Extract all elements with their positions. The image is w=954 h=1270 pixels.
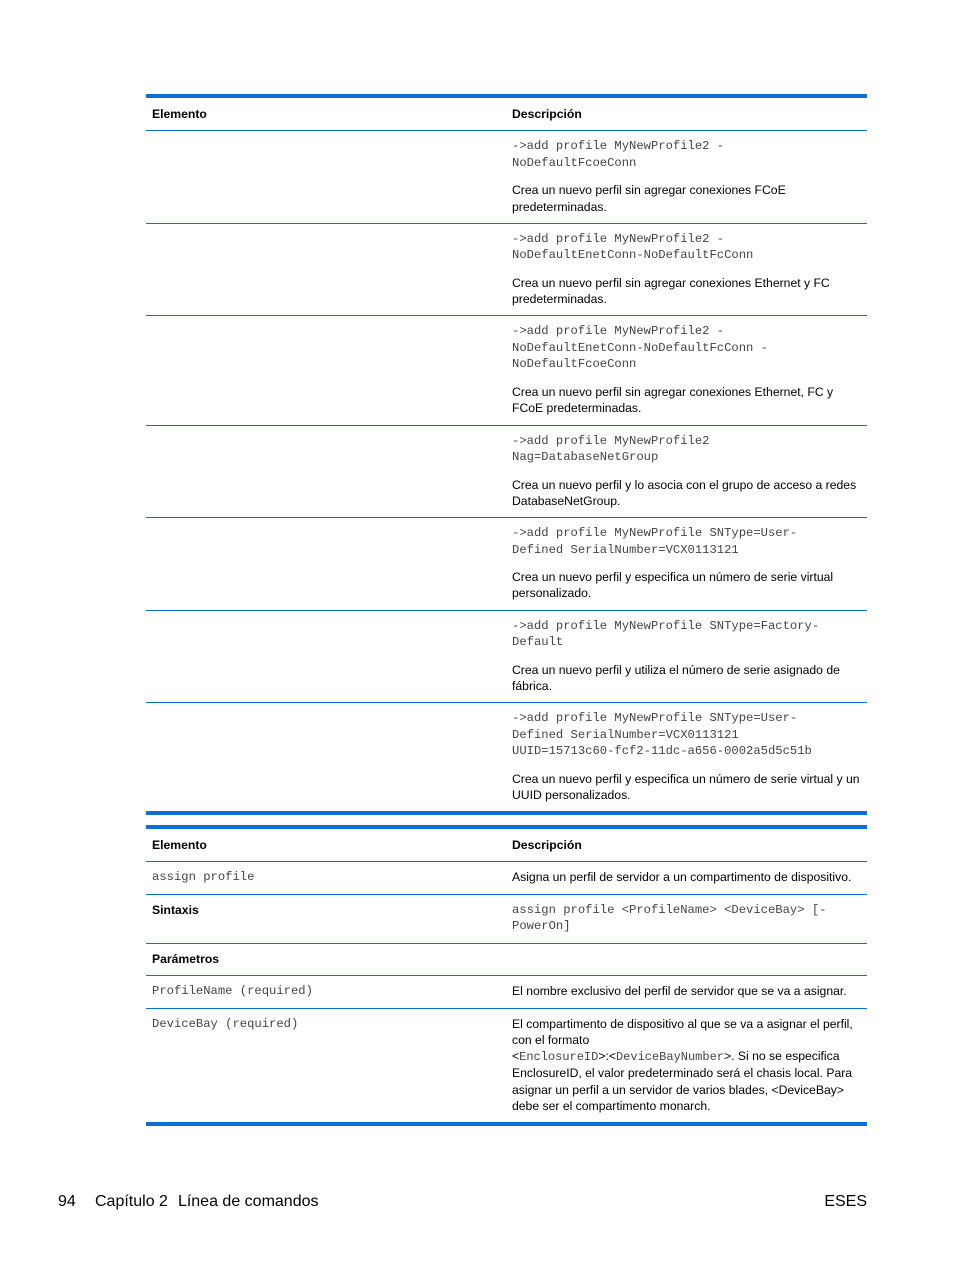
table-row	[146, 976, 867, 1009]
header-descripcion: Descripción	[506, 827, 867, 862]
header-descripcion: Descripción	[506, 96, 867, 131]
chapter-label: Capítulo 2	[95, 1193, 168, 1210]
assign-profile-table	[146, 825, 867, 1126]
syntax-value: assign profile <ProfileName> <DeviceBay> [- PowerOn]	[512, 902, 827, 934]
footer-locale: ESES	[824, 1193, 867, 1210]
enclosure-id-code: EnclosureID	[519, 1050, 599, 1065]
example-description: Crea un nuevo perfil y especifica un número de serie virtual personalizado.	[512, 570, 834, 601]
lt-text: <	[512, 1049, 520, 1064]
element-cell	[146, 862, 506, 895]
chapter-title: Línea de comandos	[177, 1193, 319, 1210]
example-description: Crea un nuevo perfil sin agregar conexiones Ethernet y FC predeterminadas.	[512, 275, 830, 307]
description-cell	[506, 894, 867, 943]
description-cell	[506, 316, 867, 425]
description-cell	[506, 703, 867, 814]
element-cell	[146, 703, 506, 814]
example-description: Crea un nuevo perfil y lo asocia con el grupo de acceso a redes DatabaseNetGroup.	[512, 477, 857, 508]
param-name: ProfileName (required)	[152, 984, 313, 999]
table-row	[146, 610, 867, 703]
example-command: ->add profile MyNewProfile2 - NoDefaultEnetConn-NoDefaultFcConn	[512, 231, 754, 263]
example-command: ->add profile MyNewProfile2 - NoDefaultFcoeConn	[512, 139, 725, 170]
footer-left	[58, 1192, 318, 1212]
table-row	[146, 862, 867, 895]
example-command: ->add profile MyNewProfile2 - NoDefaultEnetConn-NoDefaultFcConn - NoDefaultFcoeConn	[512, 324, 768, 372]
element-cell	[146, 1008, 506, 1124]
gt-text: >	[724, 1049, 732, 1064]
table-header-row	[146, 827, 867, 862]
description-cell	[506, 518, 867, 611]
description-cell: Asigna un perfil de servidor a un compartimento de dispositivo.	[506, 862, 867, 895]
examples-table	[146, 94, 867, 815]
table-header-row	[146, 96, 867, 131]
element-cell	[146, 610, 506, 703]
table-row	[146, 703, 867, 814]
element-cell	[146, 131, 506, 224]
header-elemento: Elemento	[146, 827, 506, 862]
description-cell	[506, 610, 867, 703]
example-command: ->add profile MyNewProfile SNType=Factory- Default	[512, 618, 820, 650]
example-command: ->add profile MyNewProfile SNType=User- Defined SerialNumber=VCX0113121 UUID=15713c60-fcf2-11dc-a656-0002a5d5c51b	[512, 711, 812, 759]
param-name: DeviceBay (required)	[152, 1016, 299, 1031]
param-description-text: El compartimento de dispositivo al que se va a asignar el perfil, con el formato	[512, 1016, 853, 1047]
table-row	[146, 943, 867, 975]
element-cell	[146, 976, 506, 1009]
description-cell	[506, 425, 867, 518]
example-description: Crea un nuevo perfil y especifica un número de serie virtual y un UUID personalizados.	[512, 771, 860, 803]
table-row	[146, 894, 867, 943]
parameters-label: Parámetros	[146, 943, 506, 975]
element-cell	[146, 425, 506, 518]
example-description: Crea un nuevo perfil sin agregar conexiones FCoE predeterminadas.	[512, 183, 786, 214]
example-description: Crea un nuevo perfil sin agregar conexiones Ethernet, FC y FCoE predeterminadas.	[512, 384, 834, 416]
element-cell	[146, 223, 506, 316]
separator-text: >:<	[598, 1049, 616, 1064]
device-bay-number-code: DeviceBayNumber	[615, 1050, 724, 1065]
table-row	[146, 518, 867, 611]
page-number: 94	[58, 1193, 76, 1210]
param-description-text: . Si no se especifica EnclosureID, el valor predeterminado será el chasis local. Para asignar un perfil a un servidor de varios blades, <DeviceBay> debe ser el compartimento monarch.	[512, 1049, 853, 1114]
syntax-label: Sintaxis	[146, 894, 506, 943]
param-description	[506, 1008, 867, 1124]
example-command: ->add profile MyNewProfile SNType=User- Defined SerialNumber=VCX0113121	[512, 526, 798, 557]
example-description: Crea un nuevo perfil y utiliza el número de serie asignado de fábrica.	[512, 662, 840, 694]
table-row	[146, 131, 867, 224]
command-name: assign profile	[152, 870, 255, 885]
table-row	[146, 425, 867, 518]
description-cell	[506, 131, 867, 224]
table-row	[146, 1008, 867, 1124]
description-cell	[506, 223, 867, 316]
example-command: ->add profile MyNewProfile2 Nag=DatabaseNetGroup	[512, 433, 710, 465]
table-row	[146, 223, 867, 316]
table-row	[146, 316, 867, 425]
param-description: El nombre exclusivo del perfil de servidor que se va a asignar.	[506, 976, 867, 1009]
header-elemento: Elemento	[146, 96, 506, 131]
description-cell	[506, 943, 867, 975]
element-cell	[146, 316, 506, 425]
element-cell	[146, 518, 506, 611]
